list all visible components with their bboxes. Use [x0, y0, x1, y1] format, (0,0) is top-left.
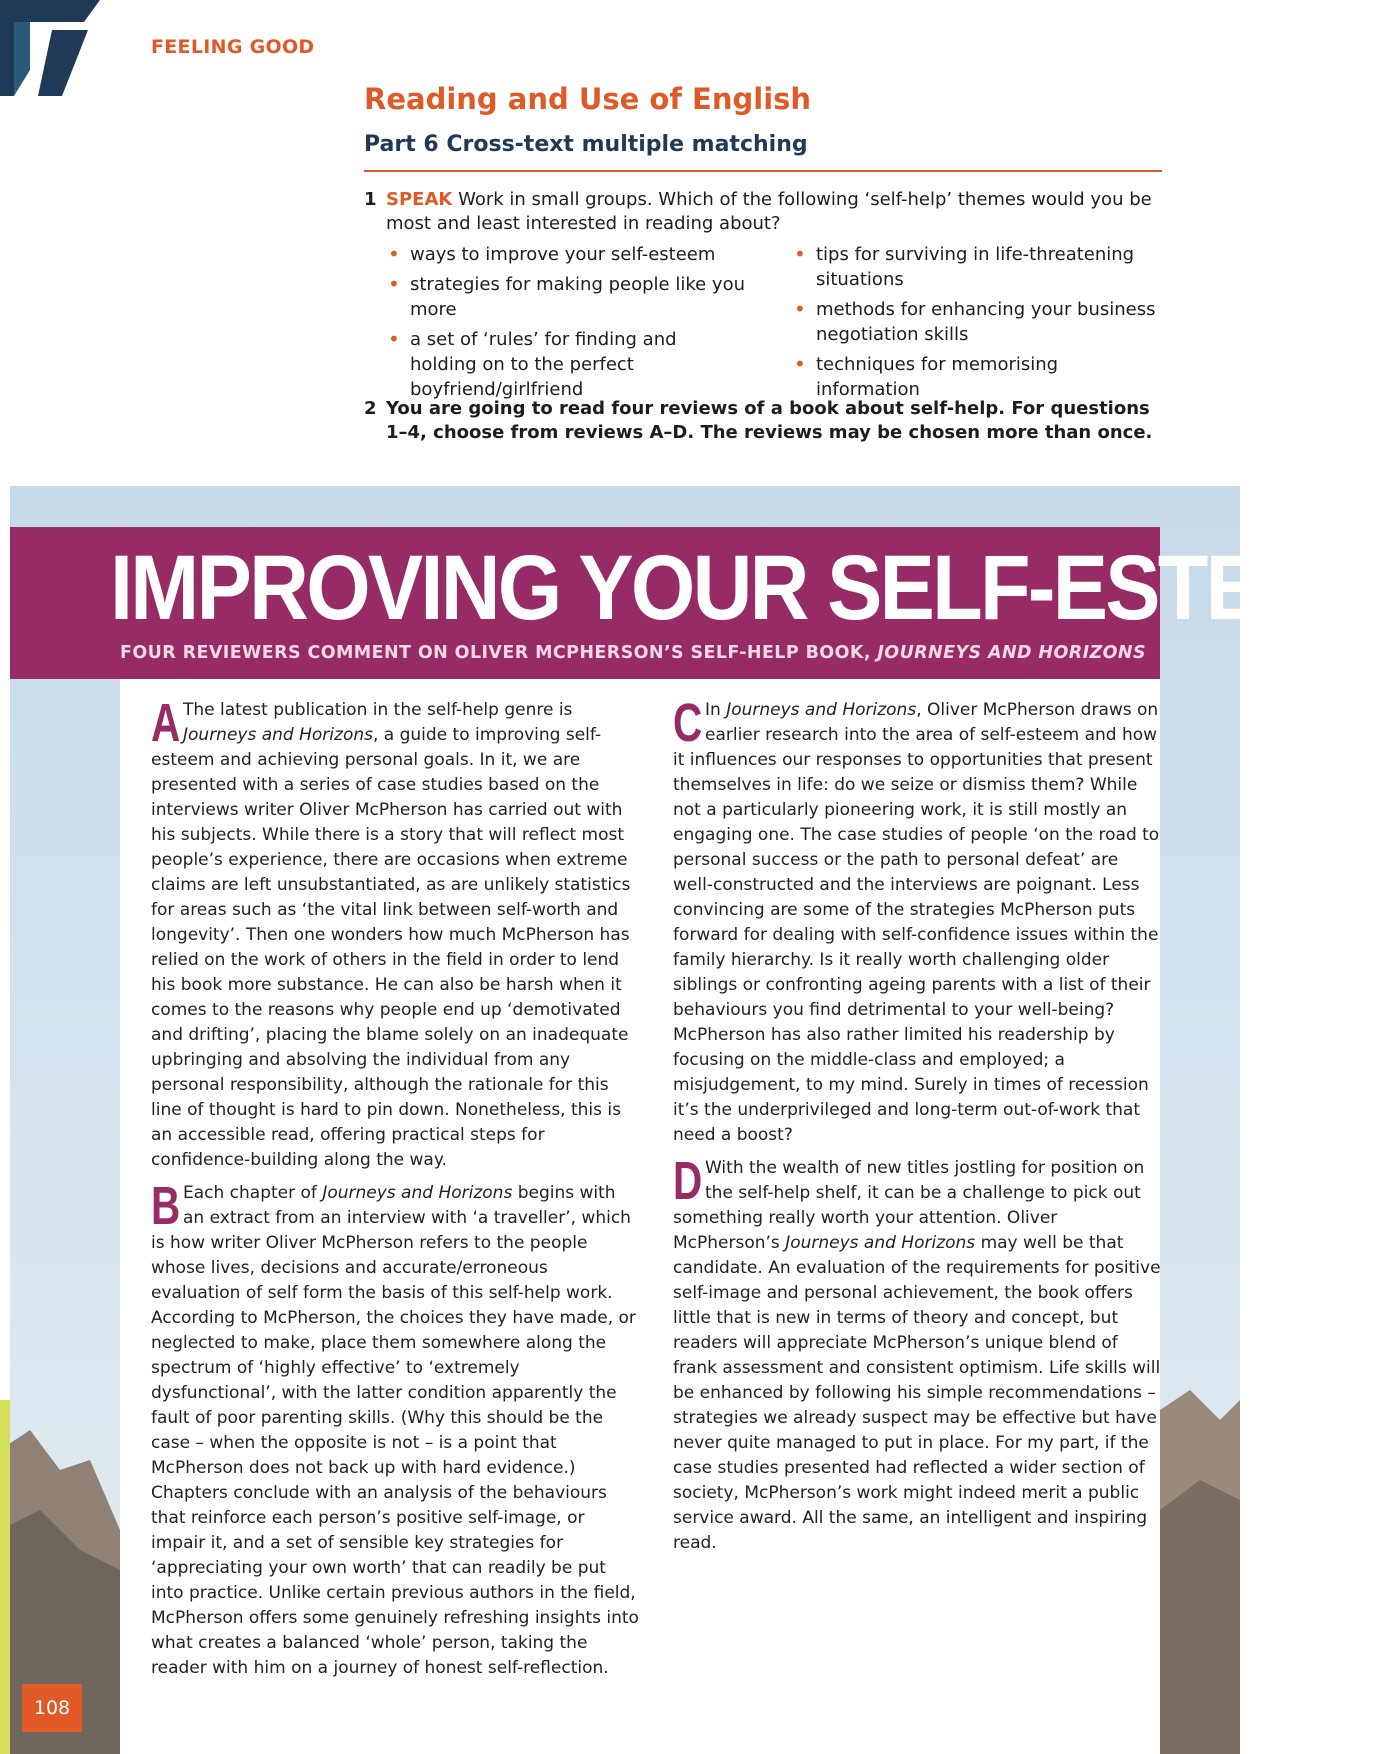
- review-text: The latest publication in the self-help genre is: [183, 700, 573, 720]
- task-2-instruction: You are going to read four reviews of a book about self-help. For questions 1–4, choose from reviews A–D. The reviews may be chosen more than once.: [386, 398, 1153, 443]
- reviews-column-left: [151, 693, 641, 1689]
- review-text: , Oliver McPherson draws on earlier research into the area of self-esteem and how it influences our responses to opportunities that present themselves in life: do we seize or dismiss them? While not a particularly pioneering work, it is still mostly an engaging one. The case studies of people ‘on the road to personal success or the path to personal defeat’ are well-constructed and the interviews are poignant. Less convincing are some of the strategies McPherson puts forward for dealing with self-confidence issues within the family hierarchy. Is it really worth challenging older siblings or confronting ageing parents with a list of their behaviours you find detrimental to your well-being? McPherson has also rather limited his readership by focusing on the middle-class and employed; a misjudgement, to my mind. Surely in times of recession it’s the underprivileged and long-term out-of-work that need a boost?: [673, 700, 1160, 1145]
- themes-list-right: [792, 242, 1164, 407]
- reviews-column-right: [673, 693, 1163, 1564]
- section-label: FEELING GOOD: [151, 36, 315, 58]
- book-title: Journeys and Horizons: [726, 700, 917, 720]
- book-title: Journeys and Horizons: [183, 725, 373, 745]
- article-title: IMPROVING YOUR SELF-ESTEEM: [110, 537, 1377, 639]
- review-letter: D: [673, 1151, 703, 1211]
- review-letter: C: [673, 693, 703, 753]
- theme-item: • ways to improve your self-esteem: [386, 242, 746, 267]
- review-text: may well be that candidate. An evaluation of the requirements for positive self-image and personal achievement, the book offers little that is new in terms of theory and concept, but readers will appreciate McPherson’s unique blend of frank assessment and consistent optimism. Life skills will be enhanced by following his simple recommendations – strategies we already suspect may be effective but have never quite managed to put in place. For my part, if the case studies presented had reflected a wider section of society, McPherson’s work might indeed merit a public service award. All the same, an intelligent and inspiring read.: [673, 1233, 1161, 1553]
- unit-number-badge: [0, 0, 105, 96]
- review-text: , a guide to improving self-esteem and achieving personal goals. In it, we are presented with a series of case studies based on the interviews writer Oliver McPherson has carried out with his subjects. While there is a story that will reflect most people’s experience, there are occasions when extreme claims are left unsubstantiated, as are unlikely statistics for areas such as ‘the vital link between self-worth and longevity’. Then one wonders how much McPherson has relied on the work of others in the field in order to lend his book more substance. He can also be harsh when it comes to the reasons why people end up ‘demotivated and drifting’, placing the blame solely on an inadequate upbringing and absolving the individual from any personal responsibility, although the rationale for this line of thought is hard to pin down. Nonetheless, this is an accessible read, offering practical steps for confidence-building along the way.: [151, 725, 631, 1170]
- task-2-number: 2: [364, 398, 377, 419]
- themes-list-left: [386, 242, 746, 407]
- task-2: [364, 397, 1164, 447]
- page-title: Reading and Use of English: [364, 82, 812, 116]
- book-title: Journeys and Horizons: [785, 1233, 976, 1253]
- article-subtitle: [120, 643, 1146, 663]
- theme-item: • strategies for making people like you more: [386, 272, 746, 322]
- page-subtitle: Part 6 Cross-text multiple matching: [364, 132, 808, 157]
- task-1: [364, 188, 1164, 238]
- task-1-number: 1: [364, 189, 377, 210]
- theme-item: • techniques for memorising information: [792, 352, 1164, 402]
- theme-item: • methods for enhancing your business negotiation skills: [792, 297, 1164, 347]
- review-text: Each chapter of: [183, 1183, 323, 1203]
- review-d: [673, 1151, 1163, 1556]
- task-1-instruction: Work in small groups. Which of the following ‘self-help’ themes would you be most and least interested in reading about?: [386, 189, 1152, 234]
- theme-item: • tips for surviving in life-threatening situations: [792, 242, 1164, 292]
- reviews-panel: [120, 679, 1160, 1754]
- book-title: Journeys and Horizons: [322, 1183, 513, 1203]
- review-text: begins with an extract from an interview with ‘a traveller’, which is how writer Oliver McPherson refers to the people whose lives, decisions and accurate/erroneous evaluation of self form the basis of this self-help work. According to McPherson, the choices they have made, or neglected to make, place them somewhere along the spectrum of ‘highly effective’ to ‘extremely dysfunctional’, with the latter condition apparently the fault of poor parenting skills. (Why this should be the case – when the opposite is not – is a point that McPherson does not back up with hard evidence.) Chapters conclude with an analysis of the behaviours that reinforce each person’s positive self-image, or impair it, and a set of sensible key strategies for ‘appreciating your own worth’ that can readily be put into practice. Unlike certain previous authors in the field, McPherson offers some genuinely refreshing insights into what creates a balanced ‘whole’ person, taking the reader with him on a journey of honest self-reflection.: [151, 1183, 639, 1678]
- edge-stripe: [0, 1400, 10, 1754]
- theme-item: • a set of ‘rules’ for finding and holding on to the perfect boyfriend/girlfriend: [386, 327, 746, 402]
- review-a: [151, 693, 641, 1173]
- review-b: [151, 1176, 641, 1681]
- speak-label: SPEAK: [386, 189, 453, 210]
- article-subtitle-lead: FOUR REVIEWERS COMMENT ON OLIVER MCPHERSON’S SELF-HELP BOOK,: [120, 643, 871, 663]
- article-subtitle-book: JOURNEYS AND HORIZONS: [877, 643, 1146, 663]
- review-letter: B: [151, 1176, 181, 1236]
- review-text: In: [705, 700, 727, 720]
- review-text: With the wealth of new titles jostling for position on the self-help shelf, it can be a challenge to pick out something really worth your attention. Oliver McPherson’s: [673, 1158, 1145, 1253]
- title-divider: [364, 170, 1162, 172]
- page-number: 108: [22, 1684, 82, 1732]
- review-c: [673, 693, 1163, 1148]
- review-letter: A: [151, 693, 181, 753]
